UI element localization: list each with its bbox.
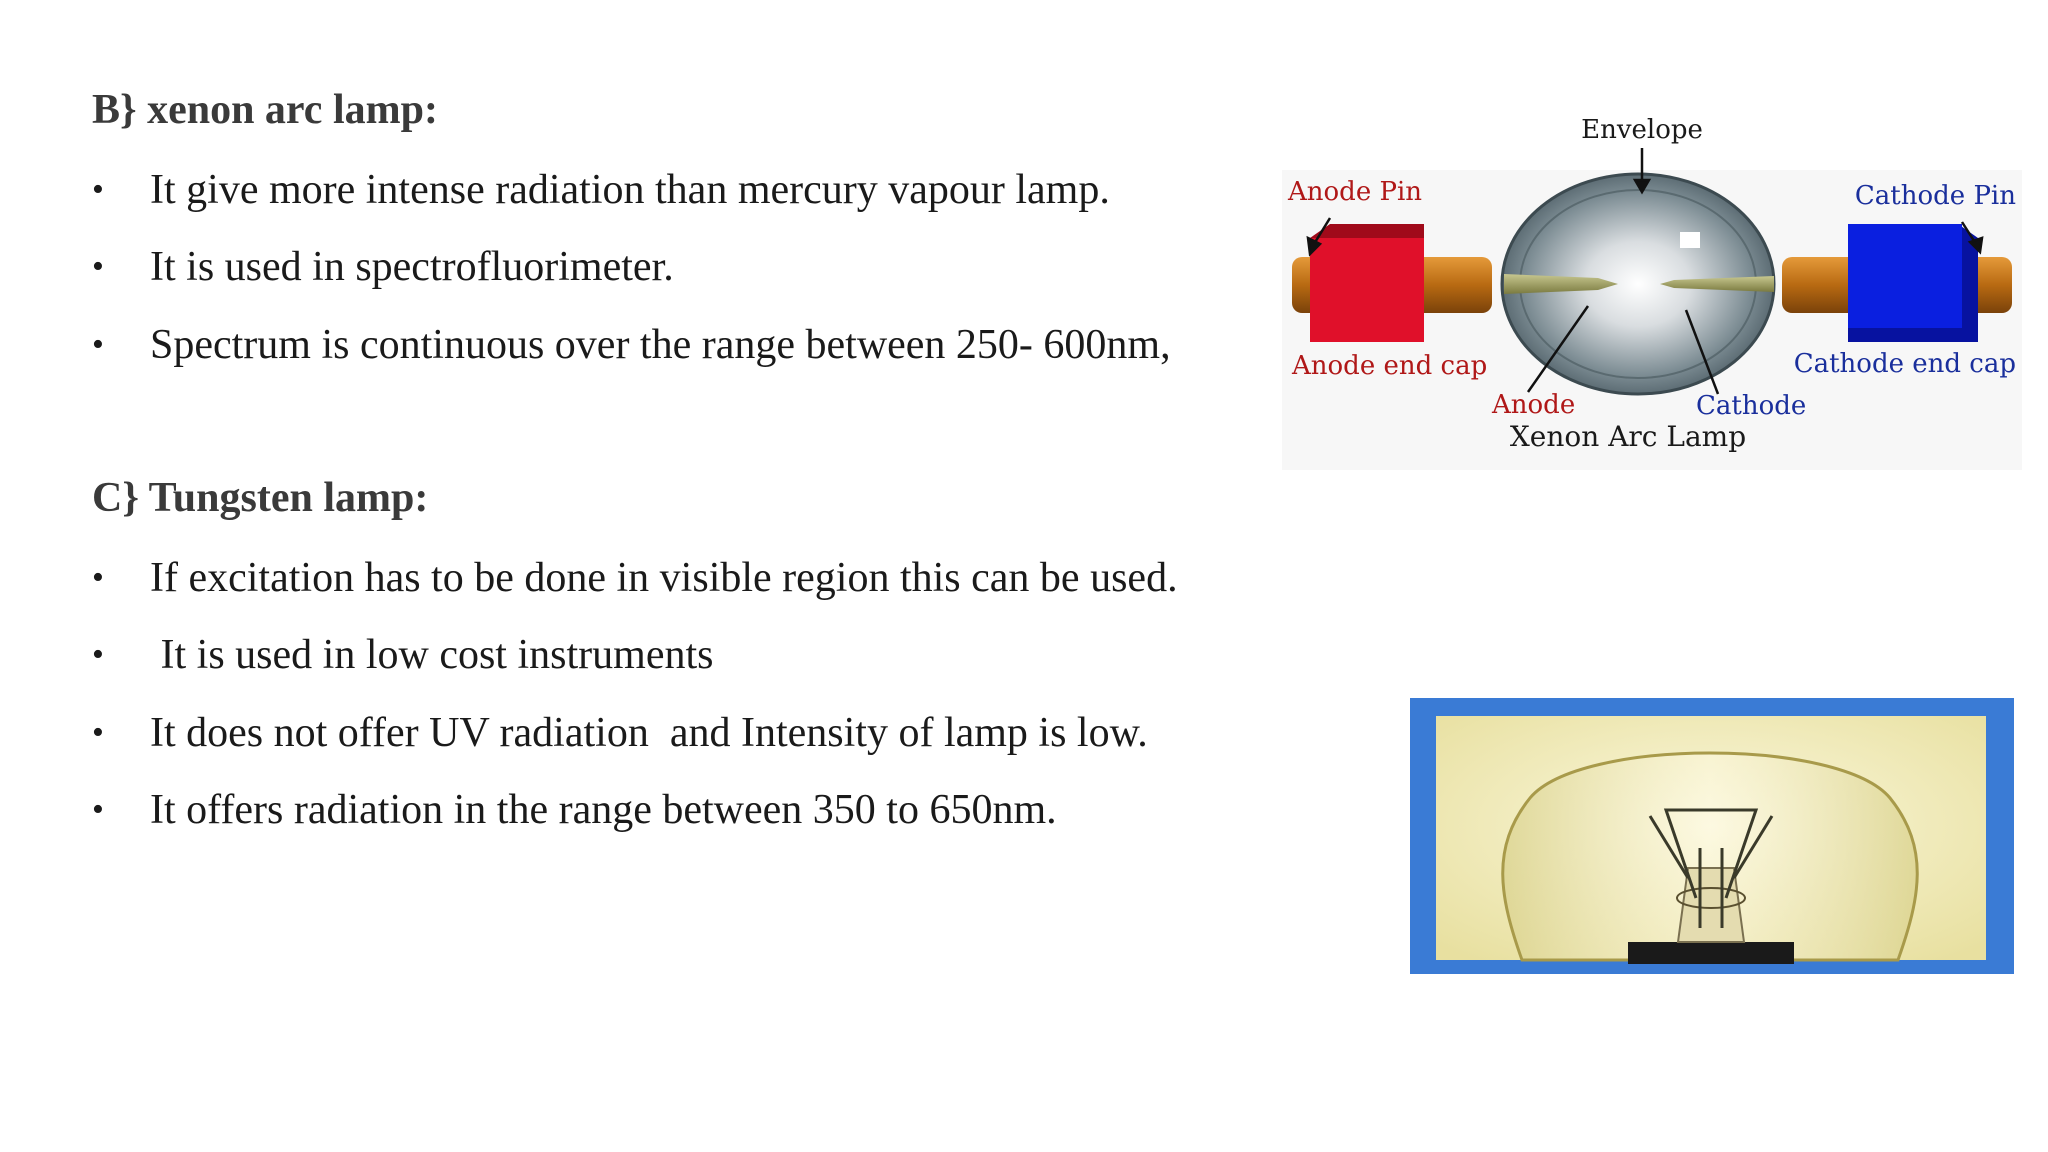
bullet-text: It does not offer UV radiation and Intensity of lamp is low.: [150, 710, 1148, 756]
bullet-dot: •: [92, 326, 104, 363]
envelope-label: Envelope: [1581, 115, 1703, 145]
bullet-text: It offers radiation in the range between 350 to 650nm.: [150, 787, 1057, 833]
bullet-dot: •: [92, 636, 104, 673]
anode-end-cap-label: Anode end cap: [1292, 351, 1488, 381]
anode-label: Anode: [1492, 390, 1576, 420]
bullet-text: It is used in low cost instruments: [150, 632, 714, 678]
cathode-label: Cathode: [1696, 391, 1807, 421]
xenon-heading: B} xenon arc lamp:: [92, 87, 438, 133]
bullet-text: If excitation has to be done in visible region this can be used.: [150, 555, 1178, 601]
bullet-text: Spectrum is continuous over the range between 250- 600nm,: [150, 322, 1171, 368]
bullet-dot: •: [92, 248, 104, 285]
list-item: [92, 785, 1057, 977]
bulb-highlight: [1680, 232, 1700, 248]
bullet-text: It is used in spectrofluorimeter.: [150, 244, 674, 290]
cathode-end-cap-label: Cathode end cap: [1793, 349, 2016, 379]
cathode-end-cap: [1848, 224, 1962, 328]
bullet-dot: •: [92, 791, 104, 828]
bullet-dot: •: [92, 171, 104, 208]
xenon-lamp-diagram: [1282, 110, 2022, 470]
bullet-dot: •: [92, 559, 104, 596]
anode-end-cap: [1310, 238, 1424, 342]
tungsten-bulb-image: [1410, 698, 2014, 974]
cathode-pin-label: Cathode Pin: [1854, 181, 2016, 211]
bullet-text: It give more intense radiation than mercury vapour lamp.: [150, 167, 1110, 213]
bullet-dot: •: [92, 714, 104, 751]
anode-pin-label: Anode Pin: [1288, 177, 1423, 207]
bulb-base: [1628, 942, 1794, 964]
tungsten-heading: C} Tungsten lamp:: [92, 475, 429, 521]
diagram-caption: Xenon Arc Lamp: [1509, 420, 1747, 453]
